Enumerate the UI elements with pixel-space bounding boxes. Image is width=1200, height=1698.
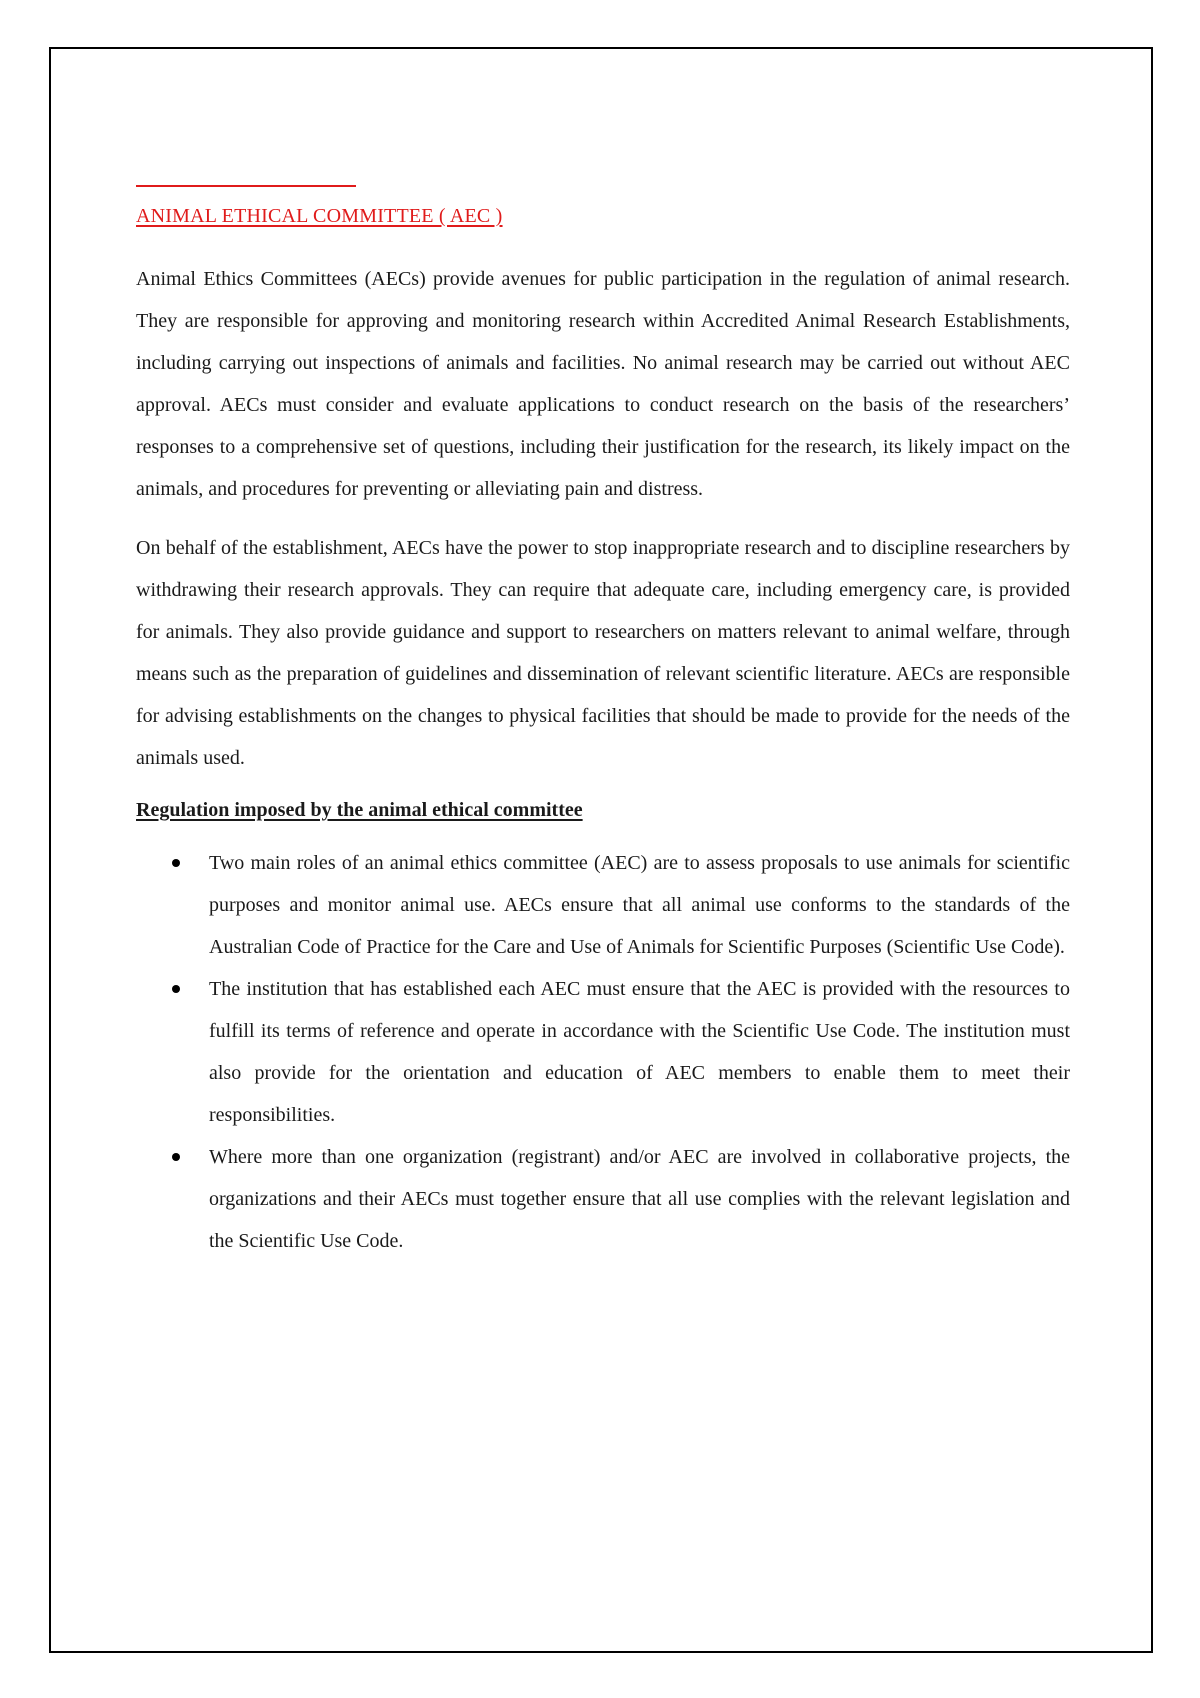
bullet-list xyxy=(136,842,1070,1262)
bullet-text: The institution that has established each AEC must ensure that the AEC is provided with the resources to fulfill its terms of reference and operate in accordance with the Scientific Use Code. The institution must also provide for the orientation and education of AEC members to enable them to meet their responsibilities. xyxy=(209,978,1070,1126)
paragraph-2: On behalf of the establishment, AECs have the power to stop inappropriate research and to discipline researchers by withdrawing their research approvals. They can require that adequate care, including emergency care, is provided for animals. They also provide guidance and support to researchers on matters relevant to animal welfare, through means such as the preparation of guidelines and dissemination of relevant scientific literature. AECs are responsible for advising establishments on the changes to physical facilities that should be made to provide for the needs of the animals used. xyxy=(136,537,1070,769)
bullet-text: Where more than one organization (registrant) and/or AEC are involved in collaborative projects, the organizations and their AECs must together ensure that all use complies with the relevant legislation and the Scientific Use Code. xyxy=(209,1146,1070,1252)
paragraph-1: Animal Ethics Committees (AECs) provide avenues for public participation in the regulation of animal research. They are responsible for approving and monitoring research within Accredited Animal Research Establishments, including carrying out inspections of animals and facilities. No animal research may be carried out without AEC approval. AECs must consider and evaluate applications to conduct research on the basis of the researchers’ responses to a comprehensive set of questions, including their justification for the research, its likely impact on the animals, and procedures for preventing or alleviating pain and distress. xyxy=(136,268,1070,500)
bullet-item xyxy=(136,1136,1070,1262)
document-heading: ANIMAL ETHICAL COMMITTEE ( AEC ) xyxy=(136,205,503,227)
bullet-item xyxy=(136,842,1070,968)
bullet-icon xyxy=(172,859,180,867)
bullet-text: Two main roles of an animal ethics committee (AEC) are to assess proposals to use animals for scientific purposes and monitor animal use. AECs ensure that all animal use conforms to the standards of the Australian Code of Practice for the Care and Use of Animals for Scientific Purposes (Scientific Use Code). xyxy=(209,852,1070,958)
bullet-icon xyxy=(172,985,180,993)
bullet-item xyxy=(136,968,1070,1136)
heading-rule xyxy=(136,185,356,187)
section-subheading: Regulation imposed by the animal ethical committee xyxy=(136,799,583,821)
document-body xyxy=(136,185,1070,1262)
bullet-icon xyxy=(172,1153,180,1161)
